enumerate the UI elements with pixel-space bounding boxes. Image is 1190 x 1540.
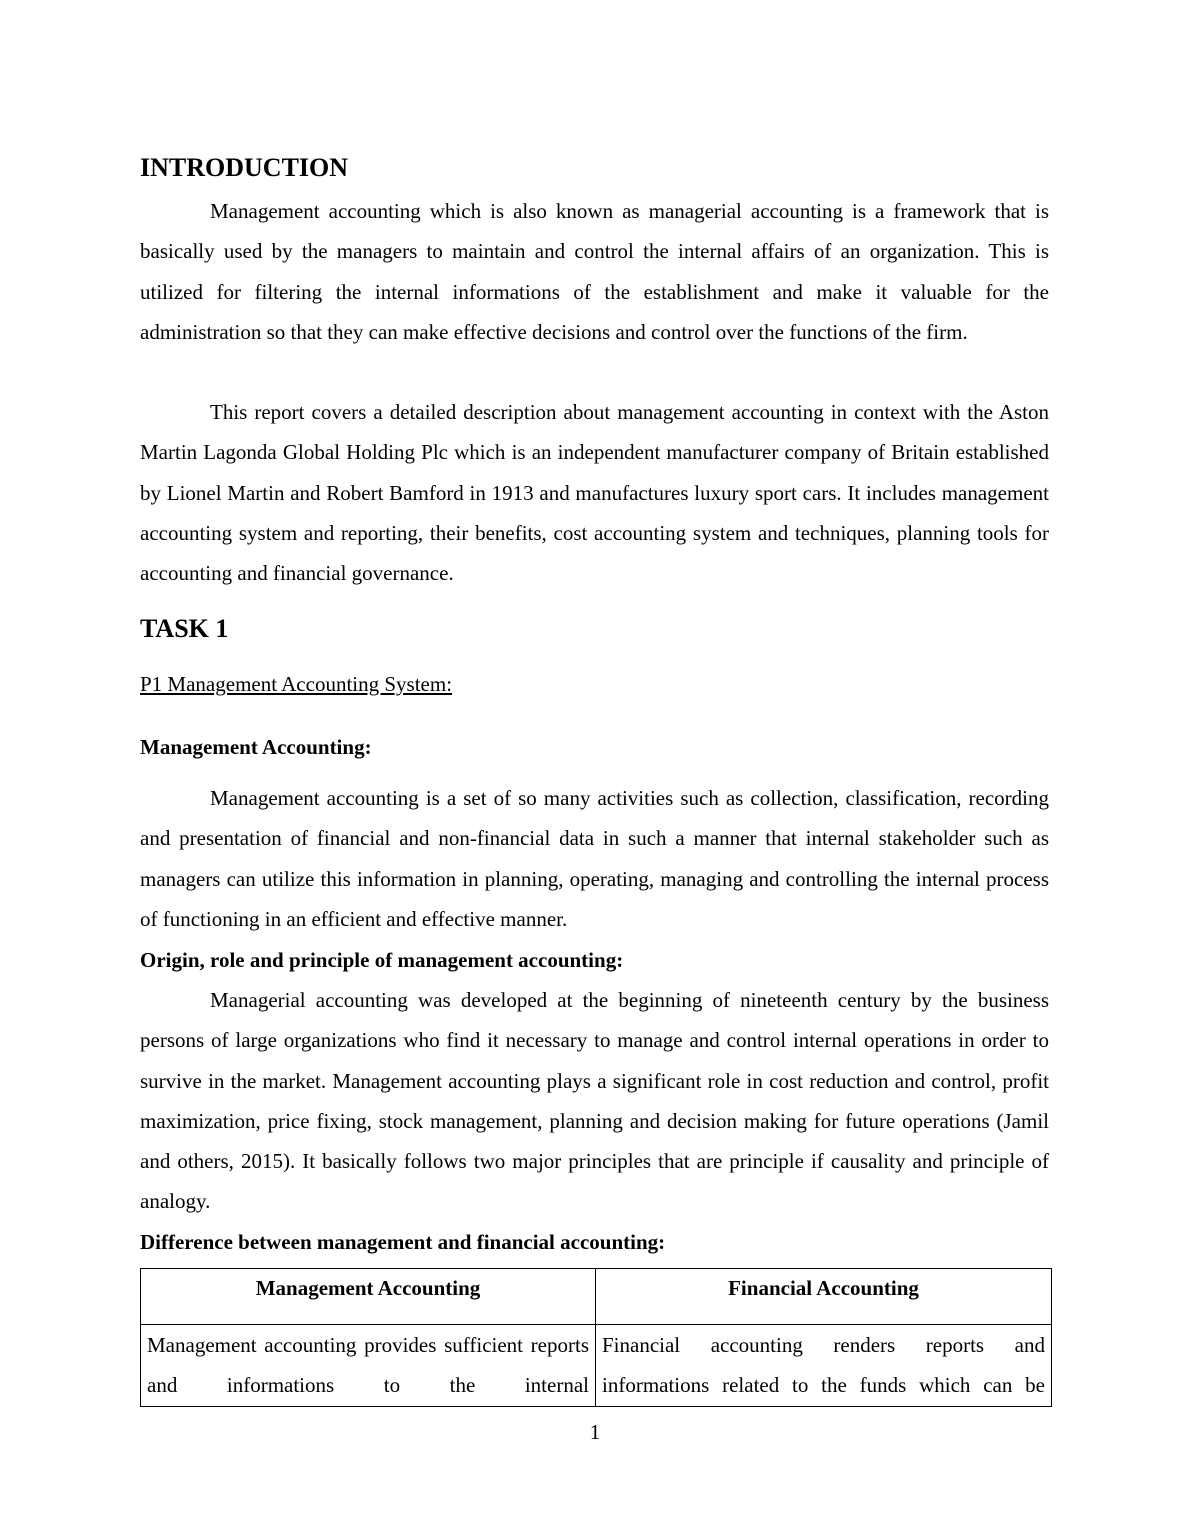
table-header-management-accounting: Management Accounting xyxy=(141,1269,596,1325)
introduction-heading: INTRODUCTION xyxy=(140,153,349,182)
introduction-paragraph-1: Management accounting which is also known as managerial accounting is a framework that is basically used by the managers to maintain and control the internal affairs of an organization. This is utilized for filtering the internal informations of the establishment and make it valuable for the administration so that they can make effective decisions and control over the functions of the firm. xyxy=(140,199,1049,344)
table-header-row xyxy=(141,1269,1052,1325)
table-row xyxy=(141,1325,1052,1407)
table-header-financial-accounting: Financial Accounting xyxy=(596,1269,1052,1325)
table-cell-management: Management accounting provides sufficient reports and informations to the internal xyxy=(141,1325,596,1407)
difference-table xyxy=(140,1268,1052,1407)
management-accounting-paragraph: Management accounting is a set of so many activities such as collection, classification, recording and presentation of financial and non-financial data in such a manner that internal stakeholder such as managers can utilize this information in planning, operating, managing and controlling the internal process of functioning in an efficient and effective manner. xyxy=(140,786,1049,931)
origin-role-principle-paragraph: Managerial accounting was developed at the beginning of nineteenth century by the business persons of large organizations who find it necessary to manage and control internal operations in order to survive in the market. Management accounting plays a significant role in cost reduction and control, profit maximization, price fixing, stock management, planning and decision making for future operations (Jamil and others, 2015). It basically follows two major principles that are principle if causality and principle of analogy. xyxy=(140,988,1049,1214)
p1-subheading: P1 Management Accounting System: xyxy=(140,672,453,696)
introduction-paragraph-2: This report covers a detailed description about management accounting in context with the Aston Martin Lagonda Global Holding Plc which is an independent manufacturer company of Britain established by Lionel Martin and Robert Bamford in 1913 and manufactures luxury sport cars. It includes management accounting system and reporting, their benefits, cost accounting system and techniques, planning tools for accounting and financial governance. xyxy=(140,400,1049,586)
origin-role-principle-heading: Origin, role and principle of management accounting: xyxy=(140,948,624,972)
table-cell-financial: Financial accounting renders reports and informations related to the funds which can be xyxy=(596,1325,1052,1407)
management-accounting-heading: Management Accounting: xyxy=(140,735,372,759)
page-number: 1 xyxy=(589,1420,601,1444)
difference-heading: Difference between management and financial accounting: xyxy=(140,1230,666,1254)
task1-heading: TASK 1 xyxy=(140,614,229,643)
